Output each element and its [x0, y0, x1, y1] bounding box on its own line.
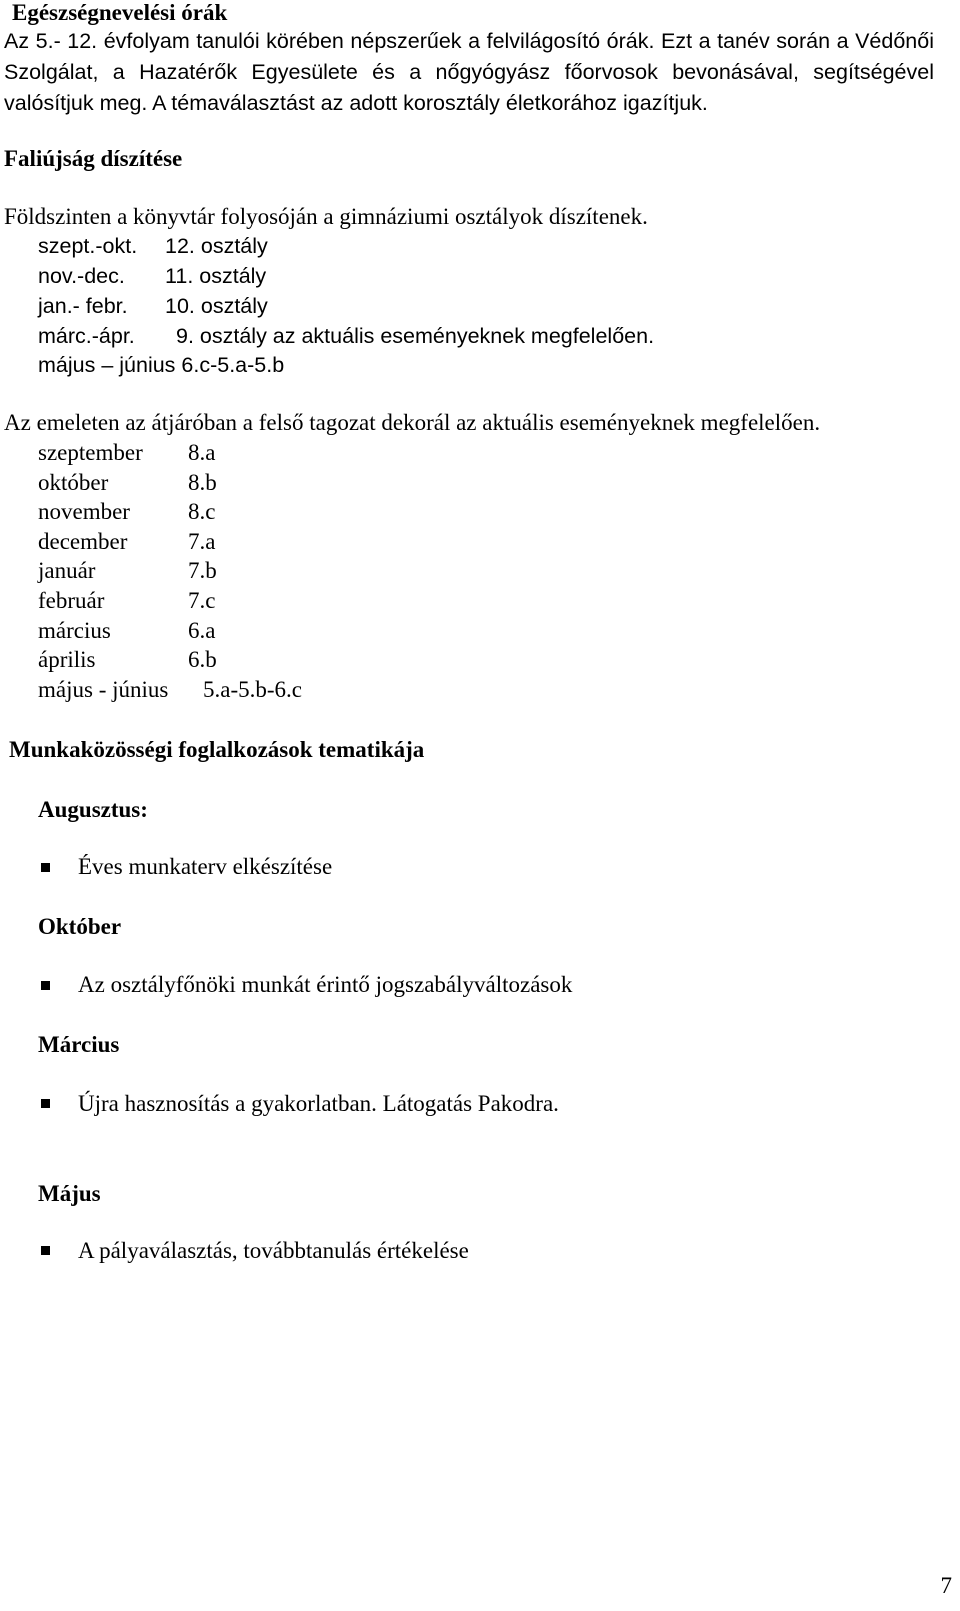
upper-month: április	[38, 647, 96, 672]
upper-month: február	[38, 588, 105, 613]
ground-period: márc.-ápr.	[38, 324, 135, 348]
upper-class: 7.c	[188, 588, 216, 613]
upper-class: 5.a-5.b-6.c	[203, 677, 302, 702]
upper-intro: Az emeleten az átjáróban a felső tagozat dekorál az aktuális eseményeknek megfelelően.	[4, 410, 821, 435]
upper-month: december	[38, 529, 128, 554]
upper-month: szeptember	[38, 440, 143, 465]
square-bullet-icon	[41, 1246, 50, 1255]
upper-class: 7.b	[188, 558, 217, 583]
upper-month: január	[38, 558, 96, 583]
ground-period: szept.-okt.	[38, 234, 138, 258]
section-heading: Augusztus:	[38, 797, 148, 822]
section-heading: Október	[38, 914, 122, 939]
upper-class: 8.c	[188, 499, 216, 524]
section-item: Az osztályfőnöki munkát érintő jogszabályváltozások	[78, 972, 573, 997]
upper-class: 7.a	[188, 529, 216, 554]
upper-class: 6.a	[188, 618, 216, 643]
ground-period: nov.-dec.	[38, 264, 125, 288]
ground-period: május – június 6.c-5.a-5.b	[38, 353, 285, 377]
ground-class: 11. osztály	[165, 264, 267, 288]
square-bullet-icon	[41, 1099, 50, 1108]
ground-class: 12. osztály	[165, 234, 268, 258]
health-title: Egészségnevelési órák	[12, 0, 228, 25]
upper-class: 6.b	[188, 647, 217, 672]
ground-class: 10. osztály	[165, 294, 268, 318]
square-bullet-icon	[41, 863, 50, 872]
wall-title: Faliújság díszítése	[4, 146, 183, 171]
square-bullet-icon	[41, 981, 50, 990]
section-heading: Május	[38, 1181, 101, 1206]
page-number: 7	[940, 1573, 952, 1598]
upper-month: november	[38, 499, 130, 524]
section-item: A pályaválasztás, továbbtanulás értékelése	[78, 1238, 469, 1263]
ground-class: 9. osztály az aktuális eseményeknek megfelelően.	[176, 324, 655, 348]
upper-month: október	[38, 470, 109, 495]
health-paragraph: Az 5.- 12. évfolyam tanulói körében népszerűek a felvilágosító órák. Ezt a tanév során a Védőnői Szolgálat, a Hazatérők Egyesülete és a nőgyógyász főorvosok bevonásával, segítségével valósítjuk meg. A témaválasztást az adott korosztály életkorához igazítjuk.	[4, 29, 934, 115]
upper-month: május - június	[38, 677, 169, 702]
ground-intro: Földszinten a könyvtár folyosóján a gimnáziumi osztályok díszítenek.	[4, 204, 648, 229]
section-heading: Március	[38, 1032, 120, 1057]
upper-month: március	[38, 618, 111, 643]
section-item: Éves munkaterv elkészítése	[78, 854, 333, 879]
workgroup-title: Munkaközösségi foglalkozások tematikája	[9, 737, 425, 762]
upper-class: 8.a	[188, 440, 216, 465]
section-item: Újra hasznosítás a gyakorlatban. Látogatás Pakodra.	[78, 1091, 559, 1116]
upper-class: 8.b	[188, 470, 217, 495]
ground-period: jan.- febr.	[38, 294, 128, 318]
